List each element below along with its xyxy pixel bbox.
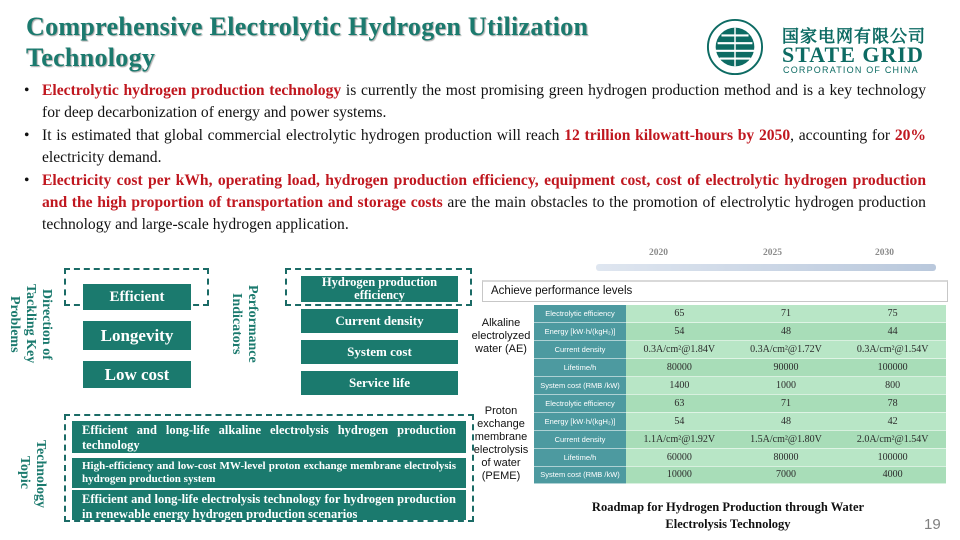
direction-label: Direction of Tackling Key Problems xyxy=(7,284,54,364)
table-row: Current density 1.1A/cm²@1.92V 1.5A/cm²@1.80V 2.0A/cm²@1.54V xyxy=(534,430,946,448)
bullet-dot-icon: • xyxy=(24,171,30,189)
bullet-item: • Electrolytic hydrogen production technology is currently the most promising green hydrogen production method and is a key technology for deep decarbonization of energy and power systems. xyxy=(24,82,926,122)
logo-subtitle: CORPORATION OF CHINA xyxy=(783,65,919,75)
table-row: System cost (RMB /kW) 10000 7000 4000 xyxy=(534,466,946,484)
bullet-dot-icon: • xyxy=(24,126,30,144)
direction-item-longevity: Longevity xyxy=(83,321,191,350)
achieve-performance-label: Achieve performance levels xyxy=(482,280,948,302)
topic-item-pem: High-efficiency and low-cost MW-level proton exchange membrane electrolysis hydrogen production system xyxy=(72,458,466,488)
table-row: Energy [kW·h/(kgH₂)] 54 48 42 xyxy=(534,412,946,430)
table-row: Current density 0.3A/cm²@1.84V 0.3A/cm²@1.72V 0.3A/cm²@1.54V xyxy=(534,341,946,359)
logo-chinese-name: 国家电网有限公司 xyxy=(782,27,926,47)
bullet-item: • It is estimated that global commercial electrolytic hydrogen production will reach 12 trillion kilowatt-hours by 2050, accounting for 20% electricity demand. xyxy=(24,126,926,167)
roadmap-table xyxy=(534,305,946,484)
table-row: System cost (RMB /kW) 1400 1000 800 xyxy=(534,377,946,395)
table-row: Electrolytic efficiency 63 71 78 xyxy=(534,394,946,412)
table-row: Lifetime/h 80000 90000 100000 xyxy=(534,359,946,377)
roadmap-timeline-bar xyxy=(596,264,936,271)
direction-item-low-cost: Low cost xyxy=(83,361,191,388)
roadmap-caption: Roadmap for Hydrogen Production through Water Electrolysis Technology xyxy=(591,500,865,531)
indicators-label: Performance Indicators xyxy=(229,285,260,363)
table-row: Electrolytic efficiency 65 71 75 xyxy=(534,305,946,323)
bullet-dot-icon: • xyxy=(24,82,30,99)
state-grid-emblem-icon xyxy=(706,18,764,76)
indicator-item-service-life: Service life xyxy=(301,371,458,395)
page-number: 19 xyxy=(924,516,941,533)
topic-item-renewable: Efficient and long-life electrolysis technology for hydrogen production in renewable energy hydrogen production scenarios xyxy=(72,490,466,520)
table-row: Lifetime/h 60000 80000 100000 xyxy=(534,448,946,466)
roadmap-year-2030: 2030 xyxy=(875,248,894,258)
topic-item-alkaline: Efficient and long-life alkaline electrolysis hydrogen production technology xyxy=(72,421,466,453)
indicator-item-current-density: Current density xyxy=(301,309,458,333)
slide-title: Comprehensive Electrolytic Hydrogen Utilization Technology xyxy=(26,12,589,72)
direction-item-efficient: Efficient xyxy=(83,284,191,310)
state-grid-logo xyxy=(706,18,938,78)
group-label-ae: Alkaline electrolyzed water (AE) xyxy=(471,317,531,355)
roadmap-year-2025: 2025 xyxy=(763,248,782,258)
bullet-list xyxy=(24,80,926,237)
table-row: Energy [kW·h/(kgH₂)] 54 48 44 xyxy=(534,323,946,341)
indicator-item-efficiency: Hydrogen production efficiency xyxy=(301,276,458,302)
topics-label: Technology Topic xyxy=(17,440,48,508)
roadmap-year-2020: 2020 xyxy=(649,248,668,258)
logo-english-name: STATE GRID xyxy=(782,42,924,67)
bullet-item: • Electricity cost per kWh, operating load, hydrogen production efficiency, equipment cost, cost of electrolytic hydrogen production and the high proportion of transportation and storage costs are the main obstacles to the promotion of electrolytic hydrogen production technology and large-scale hydrogen application. xyxy=(24,171,926,234)
indicator-item-system-cost: System cost xyxy=(301,340,458,364)
group-label-peme: Proton exchange membrane electrolysis of water (PEME) xyxy=(473,405,529,482)
